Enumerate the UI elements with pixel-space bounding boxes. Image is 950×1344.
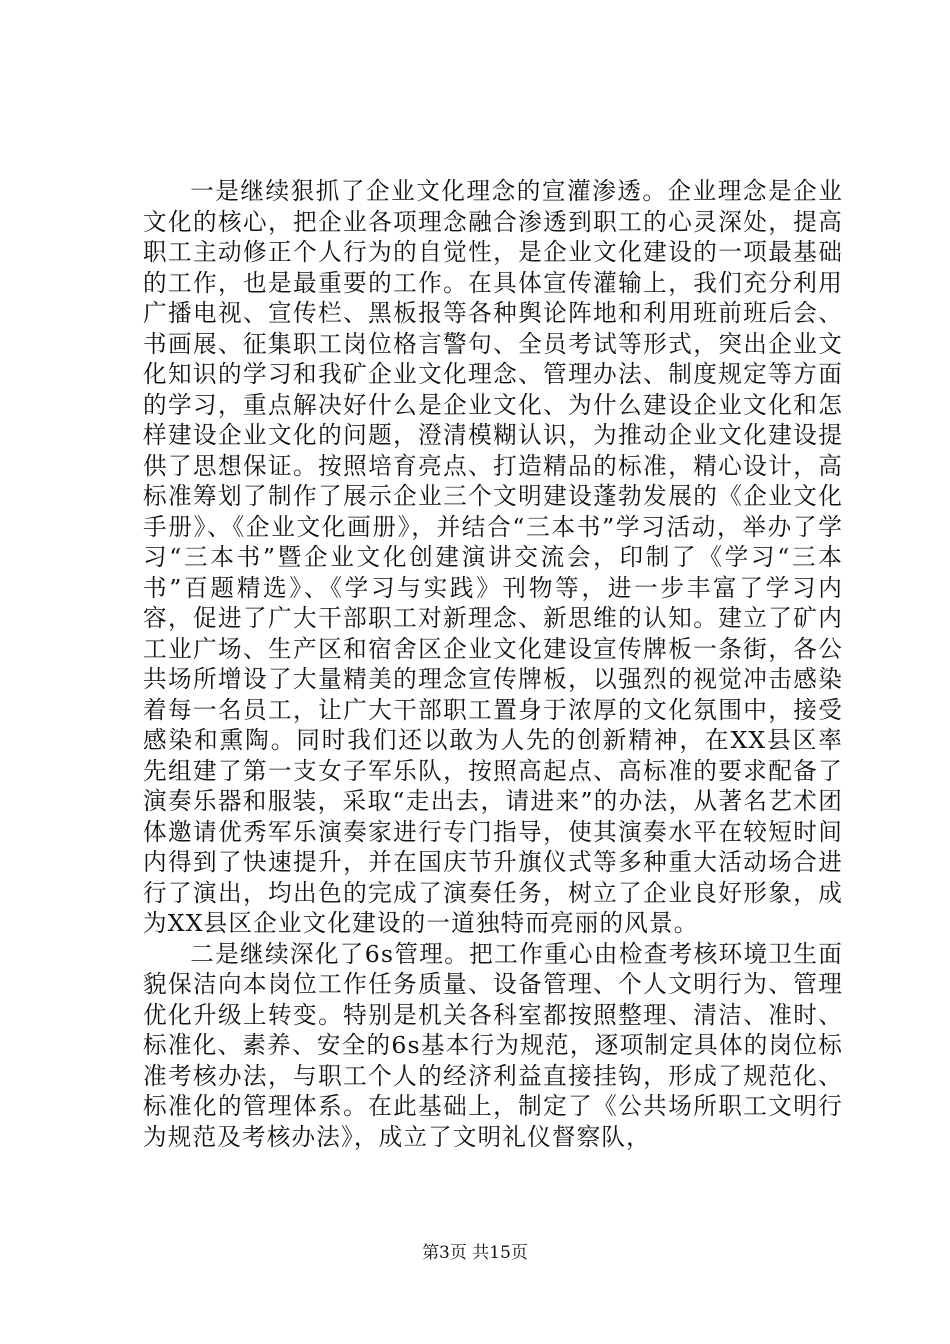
page-number-footer: 第3页 共15页 — [422, 1243, 528, 1263]
paragraph-6s-management: 二是继续深化了6s管理。把工作重心由检查考核环境卫生面貌保洁向本岗位工作任务质量、设备管理、个人文明行为、管理优化升级上转变。特别是机关各科室都按照整理、清洁、准时、标准化、素养、安全的6s基本行为规范，逐项制定具体的岗位标准考核办法，与职工个人的经济利益直接挂钩，形成了规范化、标准化的管理体系。在此基础上，制定了《公共场所职工文明行为规范及考核办法》，成立了文明礼仪督察队， — [143, 939, 843, 1151]
paragraph-culture-concept: 一是继续狠抓了企业文化理念的宣灌渗透。企业理念是企业文化的核心，把企业各项理念融合渗透到职工的心灵深处，提高职工主动修正个人行为的自觉性，是企业文化建设的一项最基础的工作，也是最重要的工作。在具体宣传灌输上，我们充分利用广播电视、宣传栏、黑板报等各种舆论阵地和利用班前班后会、书画展、征集职工岗位格言警句、全员考试等形式，突出企业文化知识的学习和我矿企业文化理念、管理办法、制度规定等方面的学习，重点解决好什么是企业文化、为什么建设企业文化和怎样建设企业文化的问题，澄清模糊认识，为推动企业文化建设提供了思想保证。按照培育亮点、打造精品的标准，精心设计，高标准筹划了制作了展示企业三个文明建设蓬勃发展的《企业文化手册》、《企业文化画册》，并结合“三本书”学习活动，举办了学习“三本书”暨企业文化创建演讲交流会，印制了《学习“三本书”百题精选》、《学习与实践》刊物等，进一步丰富了学习内容，促进了广大干部职工对新理念、新思维的认知。建立了矿内工业广场、生产区和宿舍区企业文化建设宣传牌板一条街，各公共场所增设了大量精美的理念宣传牌板，以强烈的视觉冲击感染着每一名员工，让广大干部职工置身于浓厚的文化氛围中，接受感染和熏陶。同时我们还以敢为人先的创新精神，在XX县区率先组建了第一支女子军乐队，按照高起点、高标准的要求配备了演奏乐器和服装，采取“走出去，请进来”的办法，从著名艺术团体邀请优秀军乐演奏家进行专门指导，使其演奏水平在较短时间内得到了快速提升，并在国庆节升旗仪式等多种重大活动场合进行了演出，均出色的完成了演奏任务，树立了企业良好形象，成为XX县区企业文化建设的一道独特而亮丽的风景。 — [143, 177, 843, 937]
document-body — [143, 176, 843, 1152]
